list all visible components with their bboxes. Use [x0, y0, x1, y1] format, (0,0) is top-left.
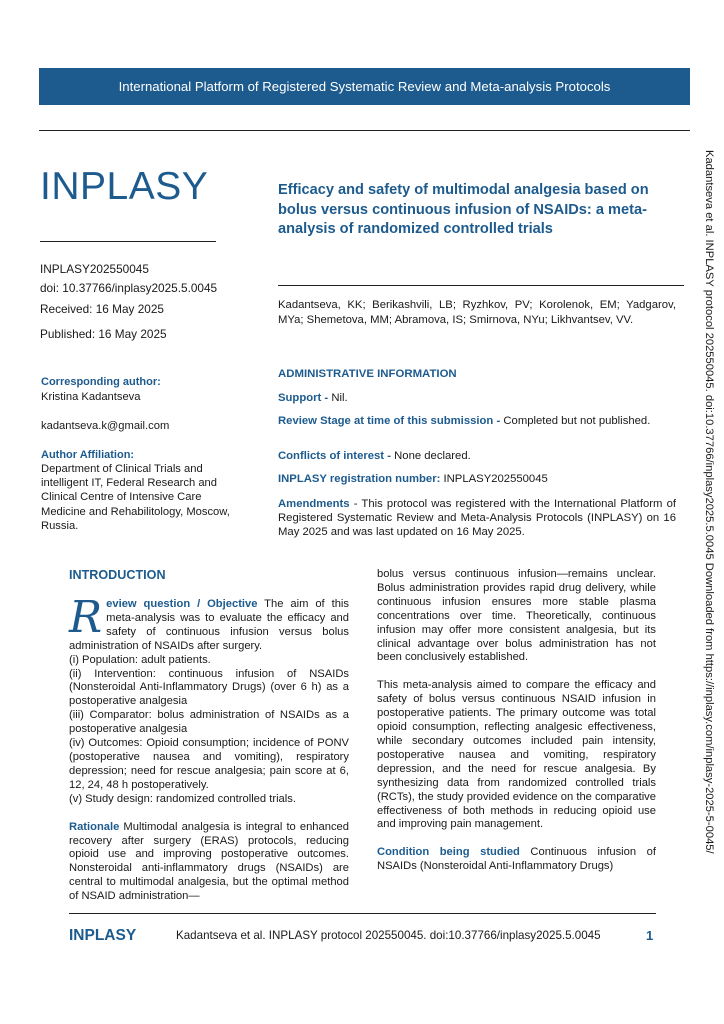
author-email[interactable]: kadantseva.k@gmail.com — [41, 420, 170, 432]
drop-cap: R — [69, 592, 103, 643]
condition-text: Continuous infusion of NSAIDs (Nonsteroidal Anti-Inflammatory Drugs) — [377, 846, 656, 873]
support-label: Support - — [278, 392, 329, 404]
pico-item: (v) Study design: randomized controlled trials. — [69, 792, 296, 805]
corresponding-author-label: Corresponding author: — [41, 376, 161, 388]
header-divider — [39, 130, 690, 131]
review-stage-label: Review Stage at time of this submission - — [278, 415, 501, 427]
review-question-label: eview question / Objective — [106, 598, 258, 610]
paper-title: Efficacy and safety of multimodal analgesia based on bolus versus continuous infusion of NSAIDs: a meta-analysis of randomized controlled trials — [278, 182, 649, 238]
author-list: Kadantseva, KK; Berikashvili, LB; Ryzhkov, PV; Korolenok, EM; Yadgarov, MYa; Shemetova, MM; Abramova, IS; Smirnova, NYu; Likhvantsev, VV. — [278, 299, 676, 326]
pico-item: (i) Population: adult patients. — [69, 653, 211, 666]
support-value: Nil. — [328, 392, 348, 404]
pico-item: (iv) Outcomes: Opioid consumption; incidence of PONV (postoperative nausea and vomiting), respiratory depression; need for rescue analgesia; pain score at 6, 12, 24, 48 h postoperatively. — [69, 737, 349, 791]
condition-label: Condition being studied — [377, 846, 520, 859]
pico-item: (iii) Comparator: bolus administration of NSAIDs as a postoperative analgesia — [69, 709, 349, 736]
condition-paragraph — [377, 846, 656, 874]
review-question-text: The aim of this meta-analysis was to evaluate the efficacy and safety of continuous infusion versus bolus administration of NSAIDs after surgery. — [69, 598, 349, 652]
doi-link[interactable]: doi: 10.37766/inplasy2025.5.0045 — [40, 281, 218, 295]
page-number: 1 — [646, 928, 654, 943]
introduction-heading: INTRODUCTION — [69, 568, 166, 582]
vertical-citation-text: Kadantseva et al. INPLASY protocol 202550045. doi:10.37766/inplasy2025.5.0045 Downloaded from https://inplasy.com/inplasy-2025-5-0045/ — [703, 150, 715, 854]
intro-left-column — [69, 592, 349, 904]
received-date: Received: 16 May 2025 — [40, 302, 164, 316]
intro-continuation-paragraph: bolus versus continuous infusion—remains unclear. Bolus administration provides rapid drug delivery, while continuous infusion ensures more stable plasma concentrations over time. Theoretically, continuous infusion may offer more consistent analgesia, but its clinical advantage over bolus administration has not been conclusively established. — [377, 568, 656, 664]
rationale-label: Rationale — [69, 820, 120, 833]
title-divider — [278, 285, 684, 286]
corresponding-author-name: Kristina Kadantseva — [41, 391, 141, 403]
pico-item: (ii) Intervention: continuous infusion of NSAIDs (Nonsteroidal Anti-Inflammatory Drugs) (over 6 h) as a postoperative analgesia — [69, 667, 349, 708]
intro-right-column — [377, 568, 656, 874]
affiliation-label: Author Affiliation: — [41, 449, 135, 461]
intro-aim-paragraph: This meta-analysis aimed to compare the efficacy and safety of bolus versus continuous NSAID infusion in postoperative patients. The primary outcome was total opioid consumption, reflecting analgesic effectiveness, while secondary outcomes included pain intensity, postoperative nausea and vomiting, respiratory depression, and the need for rescue analgesia. By synthesizing data from randomized controlled trials (RCTs), the study provided evidence on the comparative effectiveness of both methods in reducing opioid use and improving pain management. — [377, 679, 656, 831]
footer-citation: Kadantseva et al. INPLASY protocol 202550045. doi:10.37766/inplasy2025.5.0045 — [176, 929, 601, 942]
registration-value: INPLASY202550045 — [440, 473, 548, 485]
inplasy-logo: INPLASY — [40, 165, 209, 208]
published-date: Published: 16 May 2025 — [40, 327, 167, 341]
support-row — [278, 391, 676, 405]
amendments-label: Amendments — [278, 498, 350, 510]
review-question-paragraph — [69, 592, 349, 654]
vertical-citation — [697, 150, 721, 910]
inplasy-id: INPLASY202550045 — [40, 262, 149, 276]
affiliation-text: Department of Clinical Trials and intelligent IT, Federal Research and Clinical Centre of Intensive Care Medicine and Rehabilitology, Moscow, Russia. — [41, 463, 230, 532]
review-stage-value: Completed but not published. — [500, 415, 651, 427]
conflicts-row — [278, 449, 676, 463]
admin-heading: ADMINISTRATIVE INFORMATION — [278, 368, 457, 380]
footer-logo: INPLASY — [69, 927, 137, 944]
conflicts-label: Conflicts of interest - — [278, 450, 391, 462]
logo-divider — [40, 241, 216, 242]
header-banner: International Platform of Registered Systematic Review and Meta-analysis Protocols — [39, 68, 690, 105]
registration-row — [278, 472, 676, 486]
rationale-text: Multimodal analgesia is integral to enhanced recovery after surgery (ERAS) protocols, reducing opioid use and improving postoperative outcomes. Nonsteroidal anti-inflammatory drugs (NSAIDs) are central to multimodal analgesia, but the optimal method of NSAID administration— — [69, 820, 349, 903]
registration-label: INPLASY registration number: — [278, 473, 441, 485]
review-stage-row — [278, 414, 676, 428]
footer-divider — [69, 913, 656, 914]
conflicts-value: None declared. — [390, 450, 471, 462]
amendments-row — [278, 497, 676, 540]
amendments-value: - This protocol was registered with the International Platform of Registered Systematic Review and Meta-Analysis Protocols (INPLASY) on 16 May 2025 and was last updated on 16 May 2025. — [278, 498, 676, 539]
rationale-paragraph — [69, 821, 349, 904]
